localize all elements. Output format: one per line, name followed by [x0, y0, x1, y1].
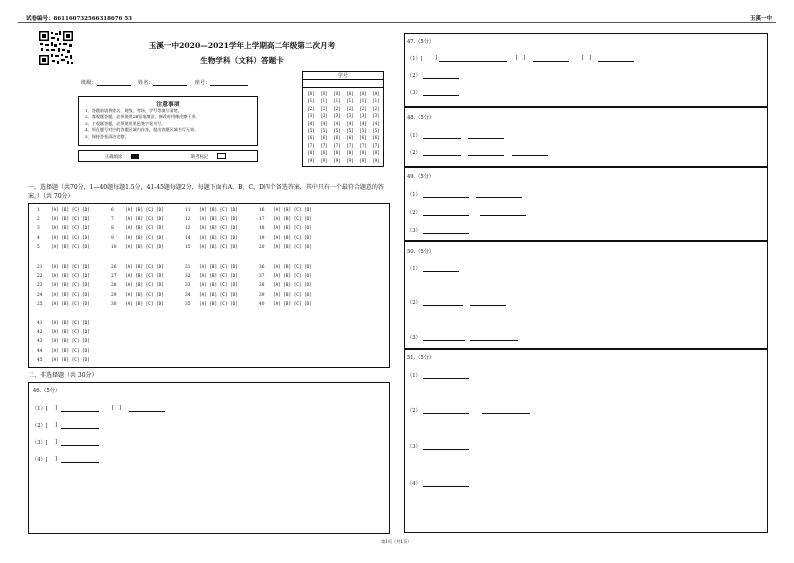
question-number: 24 [37, 292, 43, 298]
bracket-close: ] [55, 439, 58, 445]
question-sub-label: （1） [407, 192, 421, 198]
notice-item: 4、须在题号对应的答题区域内作答，超出答题区域书写无效。 [85, 127, 199, 133]
question-number: 20 [259, 244, 265, 250]
question-number: 37 [259, 274, 265, 280]
question-11-options[interactable] [185, 208, 238, 213]
answer-line[interactable] [61, 411, 99, 412]
question-title: 50.（5分） [407, 249, 435, 255]
question-9-options[interactable] [111, 236, 164, 241]
option-bubbles[interactable]: [A] [B] [C] [D] [51, 235, 90, 241]
question-sub-label: （2） [407, 300, 421, 306]
student-id-write-row[interactable] [303, 80, 383, 88]
bracket-close: ] [55, 456, 58, 462]
question-number: 40 [259, 301, 265, 307]
question-4-options[interactable] [37, 236, 90, 241]
exam-number-value: 861160732566318676 53 [53, 16, 132, 22]
answer-line[interactable] [423, 305, 463, 306]
question-sub-label: （4） [407, 481, 421, 487]
option-bubbles[interactable]: [A] [B] [C] [D] [125, 244, 164, 250]
qr-code-icon [38, 30, 74, 66]
option-bubbles[interactable]: [A] [B] [C] [D] [199, 244, 238, 250]
option-bubbles[interactable]: [A] [B] [C] [D] [199, 301, 238, 307]
question-5-options[interactable] [37, 245, 90, 250]
question-number: 3 [37, 226, 40, 232]
option-bubbles[interactable]: [A] [B] [C] [D] [199, 292, 238, 298]
question-42-options[interactable] [37, 330, 90, 335]
question-number: 6 [111, 208, 114, 213]
option-bubbles[interactable]: [A] [B] [C] [D] [273, 244, 312, 250]
option-bubbles[interactable]: [A] [B] [C] [D] [125, 274, 164, 280]
question-40-options[interactable] [259, 302, 312, 307]
question-sub-label: （1） [407, 373, 421, 379]
option-bubbles[interactable]: [A] [B] [C] [D] [273, 292, 312, 298]
question-number: 7 [111, 217, 114, 223]
question-number: 35 [185, 301, 191, 307]
question-36-options[interactable] [259, 265, 312, 270]
question-number: 44 [37, 348, 43, 354]
option-bubbles[interactable]: [A] [B] [C] [D] [51, 330, 90, 336]
question-21-options[interactable] [37, 265, 90, 270]
bracket-pair: [ ] [112, 405, 121, 411]
option-bubbles[interactable]: [A] [B] [C] [D] [51, 292, 90, 298]
question-number: 41 [37, 321, 43, 326]
question-20-options[interactable] [259, 245, 312, 250]
answer-line[interactable] [512, 155, 548, 156]
question-1-options[interactable] [37, 208, 90, 213]
question-number: 16 [259, 208, 265, 213]
question-title: 49.（5分） [407, 174, 435, 180]
question-number: 15 [185, 244, 191, 250]
id-digit-column[interactable]: [0] [1] [2] [3] [4] [5] [6] [7] [8] [9] [373, 91, 379, 163]
answer-line[interactable] [61, 462, 99, 463]
answer-line[interactable] [423, 413, 469, 414]
absent-checkbox[interactable] [217, 153, 226, 159]
question-number: 25 [37, 301, 43, 307]
notice-item: 2、客观题答题，必须使用2B铅笔填涂，修改时用橡皮擦干净。 [85, 114, 200, 120]
multiple-choice-box [28, 203, 390, 368]
question-number: 39 [259, 292, 265, 298]
option-bubbles[interactable]: [A] [B] [C] [D] [51, 283, 90, 289]
answer-panel-46 [28, 382, 390, 534]
option-bubbles[interactable]: [A] [B] [C] [D] [199, 235, 238, 241]
answer-line[interactable] [598, 61, 634, 62]
question-18-options[interactable] [259, 226, 312, 231]
option-bubbles[interactable]: [A] [B] [C] [D] [51, 301, 90, 307]
notice-box [78, 96, 258, 146]
answer-line[interactable] [476, 197, 522, 198]
question-sub-label: （1）[ [32, 406, 48, 412]
exam-title: 玉溪一中2020—2021学年上学期高二年级第二次月考 [148, 41, 336, 50]
question-sub-label: （2） [407, 408, 421, 414]
option-bubbles[interactable]: [A] [B] [C] [D] [51, 265, 90, 270]
question-43-options[interactable] [37, 339, 90, 344]
question-25-options[interactable] [37, 302, 90, 307]
question-number: 29 [111, 292, 117, 298]
notice-item: 3、主观题答题，必须使用黑色签字笔书写。 [85, 120, 166, 126]
option-bubbles[interactable]: [A] [B] [C] [D] [51, 321, 90, 326]
question-number: 33 [185, 283, 191, 289]
answer-line[interactable] [61, 428, 99, 429]
student-id-grid [302, 71, 384, 167]
option-bubbles[interactable]: [A] [B] [C] [D] [273, 226, 312, 232]
question-sub-label: （4）[ [32, 457, 48, 463]
multiple-choice-area [29, 204, 389, 367]
question-number: 23 [37, 283, 43, 289]
question-number: 5 [37, 244, 40, 250]
answer-line[interactable] [423, 138, 461, 139]
question-number: 36 [259, 265, 265, 270]
question-sub-label: （3）[ [32, 440, 48, 446]
page-number: 第1页（共1页） [381, 539, 412, 544]
question-title: 46.（5分） [33, 388, 61, 394]
question-34-options[interactable] [185, 293, 238, 298]
question-sub-label: （2）[ [32, 423, 48, 429]
id-digit-column[interactable]: [0] [1] [2] [3] [4] [5] [6] [7] [8] [9] [321, 91, 327, 163]
question-44-options[interactable] [37, 349, 90, 354]
option-bubbles[interactable]: [A] [B] [C] [D] [273, 217, 312, 223]
answer-line[interactable] [439, 61, 507, 62]
option-bubbles[interactable]: [A] [B] [C] [D] [273, 235, 312, 241]
option-bubbles[interactable]: [A] [B] [C] [D] [51, 208, 90, 213]
answer-line[interactable] [533, 61, 569, 62]
notice-title: 注意事项 [156, 102, 180, 108]
name-field[interactable] [153, 80, 187, 86]
question-33-options[interactable] [185, 283, 238, 288]
option-bubbles[interactable]: [A] [B] [C] [D] [125, 208, 164, 213]
option-bubbles[interactable]: [A] [B] [C] [D] [125, 265, 164, 270]
question-number: 43 [37, 339, 43, 345]
answer-line[interactable] [61, 445, 99, 446]
option-bubbles[interactable]: [A] [B] [C] [D] [273, 274, 312, 280]
answer-panel-48 [404, 107, 768, 167]
bracket-close: ] [55, 405, 58, 411]
answer-panel-51 [404, 349, 768, 533]
id-digit-column[interactable]: [0] [1] [2] [3] [4] [5] [6] [7] [8] [9] [308, 91, 314, 163]
exam-number [26, 14, 132, 22]
question-7-options[interactable] [111, 217, 164, 222]
question-14-options[interactable] [185, 236, 238, 241]
question-number: 42 [37, 330, 43, 336]
question-title: 48.（5分） [407, 115, 435, 121]
question-number: 9 [111, 235, 114, 241]
question-sub-label: （2） [407, 210, 421, 216]
question-sub-label: （3） [407, 335, 421, 341]
answer-line[interactable] [423, 78, 459, 79]
answer-line[interactable] [129, 411, 165, 412]
answer-line[interactable] [423, 449, 469, 450]
answer-line[interactable] [423, 271, 459, 272]
option-bubbles[interactable]: [A] [B] [C] [D] [199, 283, 238, 289]
option-bubbles[interactable]: [A] [B] [C] [D] [51, 357, 90, 363]
question-number: 28 [111, 283, 117, 289]
question-39-options[interactable] [259, 293, 312, 298]
bracket-pair: [ ] [516, 55, 525, 61]
seat-label: 座号： [194, 80, 211, 86]
question-number: 19 [259, 235, 265, 241]
question-number: 12 [185, 217, 191, 223]
option-bubbles[interactable]: [A] [B] [C] [D] [51, 339, 90, 345]
option-bubbles[interactable]: [A] [B] [C] [D] [199, 274, 238, 280]
question-number: 27 [111, 274, 117, 280]
question-15-options[interactable] [185, 245, 238, 250]
question-19-options[interactable] [259, 236, 312, 241]
question-45-options[interactable] [37, 358, 90, 363]
school-name: 玉溪一中 [749, 16, 772, 22]
student-id-title: 学号 [303, 72, 383, 80]
question-17-options[interactable] [259, 217, 312, 222]
question-number: 17 [259, 217, 265, 223]
question-number: 26 [111, 265, 117, 270]
option-bubbles[interactable]: [A] [B] [C] [D] [199, 217, 238, 223]
class-field[interactable] [97, 80, 131, 86]
option-bubbles[interactable]: [A] [B] [C] [D] [125, 217, 164, 223]
answer-line[interactable] [468, 138, 504, 139]
answer-line[interactable] [470, 340, 518, 341]
section1-heading: 一、选择题（共70分，1—40题每题1.5分，41-45题每题2分，每题下面有A、B、C、D四个备选答案，其中只有一个最符合题意的答案。）（共 70分） [28, 184, 384, 200]
question-sub-label: （2） [407, 73, 421, 79]
section2-heading: 二、非选择题（共 30分） [28, 372, 98, 379]
question-number: 45 [37, 357, 43, 363]
answer-line[interactable] [423, 486, 469, 487]
bracket-pair: [ ] [582, 55, 591, 61]
answer-line[interactable] [423, 378, 469, 379]
question-13-options[interactable] [185, 226, 238, 231]
question-24-options[interactable] [37, 293, 90, 298]
question-8-options[interactable] [111, 226, 164, 231]
answer-line[interactable] [423, 95, 459, 96]
id-digit-column[interactable]: [0] [1] [2] [3] [4] [5] [6] [7] [8] [9] [334, 91, 340, 163]
notice-item: 5、保持答卷清洁完整。 [85, 133, 129, 139]
question-number: 10 [111, 244, 117, 250]
question-number: 38 [259, 283, 265, 289]
question-16-options[interactable] [259, 208, 312, 213]
answer-line[interactable] [470, 305, 506, 306]
id-digit-column[interactable]: [0] [1] [2] [3] [4] [5] [6] [7] [8] [9] [347, 91, 353, 163]
question-38-options[interactable] [259, 283, 312, 288]
answer-line[interactable] [423, 233, 469, 234]
correct-fill-label: 正确填涂 [105, 155, 123, 160]
question-title: 47.（5分） [407, 39, 435, 45]
question-31-options[interactable] [185, 265, 238, 270]
bracket-close: ] [55, 422, 58, 428]
question-sub-label: （1） [407, 133, 421, 139]
answer-panel-47 [404, 33, 768, 107]
question-41-options[interactable] [37, 321, 90, 326]
question-number: 32 [185, 274, 191, 280]
option-bubbles[interactable]: [A] [B] [C] [D] [199, 226, 238, 232]
question-22-options[interactable] [37, 274, 90, 279]
option-bubbles[interactable]: [A] [B] [C] [D] [125, 235, 164, 241]
student-info [81, 79, 248, 86]
header-divider [18, 22, 776, 23]
exam-subtitle: 生物学科（文科）答题卡 [200, 56, 284, 65]
question-35-options[interactable] [185, 302, 238, 307]
question-number: 8 [111, 226, 114, 232]
question-28-options[interactable] [111, 283, 164, 288]
id-digit-column[interactable]: [0] [1] [2] [3] [4] [5] [6] [7] [8] [9] [360, 91, 366, 163]
question-number: 4 [37, 235, 40, 241]
option-bubbles[interactable]: [A] [B] [C] [D] [51, 348, 90, 354]
answer-line[interactable] [468, 155, 504, 156]
class-label: 班级： [81, 80, 97, 86]
option-bubbles[interactable]: [A] [B] [C] [D] [125, 301, 164, 307]
question-12-options[interactable] [185, 217, 238, 222]
answer-line[interactable] [423, 155, 461, 156]
option-bubbles[interactable]: [A] [B] [C] [D] [273, 283, 312, 289]
question-number: 18 [259, 226, 265, 232]
exam-number-label: 试卷编号： [26, 16, 54, 22]
question-37-options[interactable] [259, 274, 312, 279]
question-2-options[interactable] [37, 217, 90, 222]
question-number: 30 [111, 301, 117, 307]
answer-line[interactable] [480, 215, 526, 216]
question-26-options[interactable] [111, 265, 164, 270]
question-number: 14 [185, 235, 191, 241]
option-bubbles[interactable]: [A] [B] [C] [D] [273, 301, 312, 307]
option-bubbles[interactable]: [A] [B] [C] [D] [273, 265, 312, 270]
question-sub-label: （2） [407, 150, 421, 156]
absent-label: 缺考标记 [191, 155, 209, 160]
option-bubbles[interactable]: [A] [B] [C] [D] [51, 244, 90, 250]
question-number: 13 [185, 226, 191, 232]
question-number: 31 [185, 265, 191, 270]
option-bubbles[interactable]: [A] [B] [C] [D] [51, 274, 90, 280]
seat-field[interactable] [210, 80, 248, 86]
question-32-options[interactable] [185, 274, 238, 279]
answer-panel-50 [404, 241, 768, 349]
question-number: 22 [37, 274, 43, 280]
option-bubbles[interactable]: [A] [B] [C] [D] [199, 208, 238, 213]
question-sub-label: （3） [407, 444, 421, 450]
question-number: 21 [37, 265, 43, 270]
option-bubbles[interactable]: [A] [B] [C] [D] [125, 292, 164, 298]
question-number: 1 [37, 208, 40, 213]
name-label: 姓名： [137, 80, 154, 86]
answer-line[interactable] [423, 340, 465, 341]
question-30-options[interactable] [111, 302, 164, 307]
answer-panel-49 [404, 167, 768, 241]
fill-sample-row [78, 150, 258, 162]
question-number: 34 [185, 292, 191, 298]
question-29-options[interactable] [111, 293, 164, 298]
question-6-options[interactable] [111, 208, 164, 213]
answer-line[interactable] [482, 413, 530, 414]
question-27-options[interactable] [111, 274, 164, 279]
question-sub-label: （1） [407, 266, 421, 272]
option-bubbles[interactable]: [A] [B] [C] [D] [51, 217, 90, 223]
option-bubbles[interactable]: [A] [B] [C] [D] [125, 226, 164, 232]
question-number: 11 [185, 208, 191, 213]
question-3-options[interactable] [37, 226, 90, 231]
answer-line[interactable] [423, 197, 469, 198]
question-sub-label: （3） [407, 90, 421, 96]
answer-line[interactable] [423, 215, 469, 216]
correct-fill-sample-icon [131, 154, 139, 159]
notice-item: 1、答题前请将姓名、班级、考场、学号等填写清楚。 [85, 108, 182, 113]
question-sub-label: （3） [407, 228, 421, 234]
question-title: 51.（5分） [407, 355, 435, 361]
question-23-options[interactable] [37, 283, 90, 288]
question-number: 2 [37, 217, 40, 223]
option-bubbles[interactable]: [A] [B] [C] [D] [199, 265, 238, 270]
option-bubbles[interactable]: [A] [B] [C] [D] [273, 208, 312, 213]
option-bubbles[interactable]: [A] [B] [C] [D] [51, 226, 90, 232]
option-bubbles[interactable]: [A] [B] [C] [D] [125, 283, 164, 289]
question-sub-label: （1）[ [407, 56, 423, 62]
question-10-options[interactable] [111, 245, 164, 250]
bracket-close: ] [435, 55, 438, 61]
